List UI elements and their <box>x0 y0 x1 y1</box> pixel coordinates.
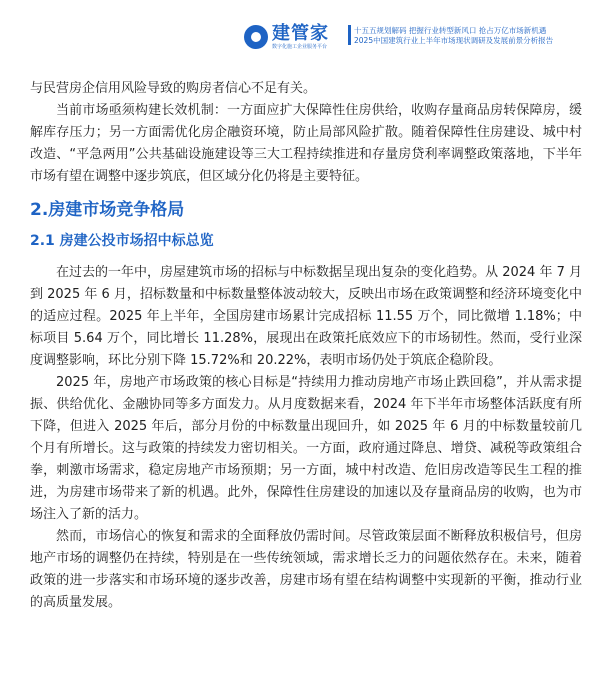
paragraph-long-term-mechanism: 当前市场亟须构建长效机制：一方面应扩大保障性住房供给，收购存量商品房转保障房，缓解库存压力；另一方面需优化房企融资环境，防止局部风险扩散。随着保障性住房建设、城中村改造、“平急两用”公共基础设施建设等三大工程持续推进和存量房贷利率调整政策落地，下半年市场有望在调整中逐步筑底，但区域分化仍将是主要特征。 <box>30 103 582 184</box>
paragraph-continued: 与民营房企信用风险导致的购房者信心不足有关。 <box>30 81 317 96</box>
section-title: 2.房建市场竞争格局 <box>30 200 185 220</box>
report-title-line1: 十五五规划解码 把握行业转型新风口 抢占万亿市场新机遇 <box>354 26 547 35</box>
document-body <box>30 78 582 614</box>
paragraph-policy-2025: 2025 年，房地产市场政策的核心目标是“持续用力推动房地产市场止跌回稳”，并从需求提振、供给优化、金融协同等多方面发力。从月度数据来看，2024 年下半年市场整体活跃度有所下降，但进入 2025 年后，部分月份的中标数量出现回升，如 2025 年 6 月的中标数量较前几个月有所增长。这与政策的持续发力密切相关。一方面，政府通过降息、增贷、减税等政策组合拳，刺激市场需求，稳定房地产市场预期；另一方面，城中村改造、危旧房改造等民生工程的推进，为房建市场带来了新的机遇。此外，保障性住房建设的加速以及存量商品房的收购，也为市场注入了新的活力。 <box>30 375 582 522</box>
report-title <box>354 26 606 46</box>
header-divider <box>348 25 351 45</box>
page-header <box>0 0 612 60</box>
logo-tagline: 数字化施工企业服务平台 <box>272 43 328 50</box>
report-title-line2: 2025中国建筑行业上半年市场现状调研及发展前景分析报告 <box>354 36 554 45</box>
paragraph-bidding-overview: 在过去的一年中，房屋建筑市场的招标与中标数据呈现出复杂的变化趋势。从 2024 年 7 月到 2025 年 6 月，招标数量和中标数量整体波动较大，反映出市场在政策调整和经济环境变化中的适应过程。2025 年上半年，全国房建市场累计完成招标 11.55 万个，同比微增 1.18%；中标项目 5.64 万个，同比增长 11.28%，展现出在政策托底效应下的市场韧性。然而，受行业深度调整影响，环比分别下降 15.72%和 20.22%，表明市场仍处于筑底企稳阶段。 <box>30 265 582 368</box>
logo-name: 建管家 <box>272 22 329 44</box>
brand-logo <box>244 22 329 52</box>
logo-icon <box>244 25 268 49</box>
paragraph-outlook: 然而，市场信心的恢复和需求的全面释放仍需时间。尽管政策层面不断释放积极信号，但房地产市场的调整仍在持续，特别是在一些传统领域，需求增长乏力的问题依然存在。未来，随着政策的进一步落实和市场环境的逐步改善，房建市场有望在结构调整中实现新的平衡，推动行业的高质量发展。 <box>30 529 582 610</box>
subsection-title: 2.1 房建公投市场招中标总览 <box>30 233 214 249</box>
